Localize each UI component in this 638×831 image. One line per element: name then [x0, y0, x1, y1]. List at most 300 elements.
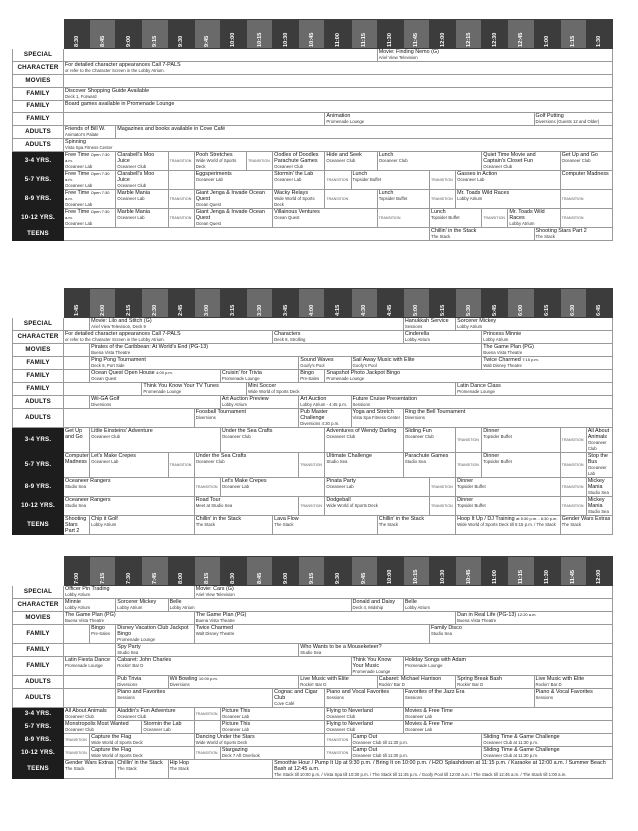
time-label: 8:45 — [256, 572, 263, 584]
event-location: Wide World of Sports Deck — [274, 196, 315, 207]
event-cell — [116, 676, 168, 689]
event-location: Lobby Atrium — [65, 592, 91, 597]
event-location: Lobby Atrium — [404, 605, 430, 610]
transition-cell — [456, 453, 482, 478]
time-label: 4:30 — [361, 304, 368, 316]
event-cell — [246, 383, 455, 396]
event-cell — [194, 721, 220, 734]
event-cell — [116, 171, 168, 190]
time-slot — [482, 289, 508, 318]
event-cell — [534, 676, 612, 689]
event-title: Twice Charmed — [195, 625, 234, 631]
event-location: or refer to the Character Screen in the Lobby Atrium. — [65, 337, 165, 342]
event-cell — [586, 453, 612, 478]
time-slot — [429, 20, 455, 49]
event-location: Oceaneer Club — [117, 164, 147, 169]
event-title: Chillin' in the Stack — [378, 516, 425, 522]
event-title: Sound Waves — [300, 357, 334, 363]
transition-cell — [560, 478, 586, 497]
event-cell — [403, 318, 455, 331]
time-slot — [273, 20, 299, 49]
event-cell — [429, 625, 612, 644]
event-title: All About Animals — [587, 428, 610, 440]
time-label: 7:45 — [151, 572, 158, 584]
row-category-label: 3-4 YRS. — [13, 428, 64, 453]
transition-label: TRANSITION — [561, 462, 584, 467]
event-cell — [116, 599, 168, 612]
event-cell — [116, 152, 168, 171]
time-slot — [90, 20, 116, 49]
event-location: The Stack — [117, 766, 137, 771]
event-location: Walt Disney Theatre — [195, 631, 235, 636]
event-cell — [194, 586, 612, 599]
event-location: Oceaneer Lab — [195, 177, 223, 182]
time-slot — [299, 557, 325, 586]
time-slot — [586, 557, 612, 586]
event-cell — [116, 625, 194, 644]
event-title: Road Tour — [195, 497, 221, 503]
schedule-row — [13, 331, 613, 344]
event-title: Clarabell's Moo Juice — [117, 152, 155, 164]
time-slot — [194, 20, 220, 49]
time-label: 10:45 — [465, 569, 472, 584]
event-cell — [142, 383, 247, 396]
event-location: Studio Sea — [404, 459, 426, 464]
time-label: 5:45 — [491, 304, 498, 316]
event-cell — [64, 599, 116, 612]
event-cell — [220, 721, 325, 734]
event-title: Stop the Bus — [587, 453, 608, 465]
event-title: Belle — [404, 599, 417, 605]
event-title: Free Time — [65, 209, 90, 215]
time-label: 7:15 — [99, 572, 106, 584]
event-location: Sessions — [352, 402, 370, 407]
schedule-row — [13, 428, 613, 453]
time-label: 10:15 — [413, 569, 420, 584]
event-location: Diversions — [404, 415, 425, 420]
schedule-row — [13, 734, 613, 747]
time-slot — [377, 20, 403, 49]
event-title: Snapshot Photo Jackpot Bingo — [326, 370, 401, 376]
schedule-row — [13, 409, 613, 428]
event-location: Lobby Atrium — [483, 337, 509, 342]
event-title: Lunch — [430, 209, 446, 215]
event-title: Dinner — [457, 478, 473, 484]
event-title: Get Up and Go — [561, 152, 598, 158]
transition-cell — [194, 708, 220, 721]
event-cell — [403, 689, 534, 708]
event-location: Oceaneer Club — [326, 714, 356, 719]
transition-cell — [325, 747, 351, 760]
transition-label: TRANSITION — [169, 196, 192, 201]
event-location: Diversions — [117, 682, 138, 687]
event-location: Vista Spa Fitness Center — [65, 145, 113, 150]
event-title: Hanukkah Service — [404, 318, 449, 324]
event-location: Oceaneer Lab — [404, 727, 433, 732]
event-title: Pub Trivia — [117, 676, 142, 682]
row-category-label: SPECIAL — [13, 586, 64, 599]
event-cell — [482, 357, 613, 370]
time-slot — [194, 289, 220, 318]
event-cell — [64, 625, 90, 644]
time-label: 9:15 — [151, 35, 158, 47]
event-location: Ariel View Television, Deck 9 — [91, 324, 146, 329]
event-cell — [351, 734, 482, 747]
event-cell — [325, 497, 430, 516]
time-slot — [220, 289, 246, 318]
event-location: The Stack — [195, 522, 216, 527]
row-category-label: CHARACTER — [13, 599, 64, 612]
event-title: Clarabell's Moo Juice — [117, 171, 155, 183]
event-cell — [456, 383, 613, 396]
event-title: Free Time — [65, 152, 90, 158]
event-title: Under the Sea Crafts — [221, 428, 273, 434]
event-cell — [325, 453, 403, 478]
event-location: Studio Sea — [65, 503, 87, 508]
time-label: 8:00 — [178, 572, 185, 584]
event-title: Capture the Flag — [91, 734, 132, 740]
schedule-row — [13, 318, 613, 331]
transition-cell — [194, 478, 220, 497]
event-title: Oceaneer Rangers — [65, 478, 111, 484]
transition-label: TRANSITION — [195, 484, 218, 489]
event-cell — [142, 721, 194, 734]
event-location: Promenade Lounge — [326, 376, 365, 381]
transition-cell — [429, 478, 455, 497]
schedule-row — [13, 209, 613, 228]
event-title: Spring Break Bash — [457, 676, 503, 682]
time-label: 6:30 — [570, 304, 577, 316]
schedule-row — [13, 370, 613, 383]
event-cell — [403, 453, 455, 478]
time-slot — [351, 289, 377, 318]
event-location: Promenade Lounge — [326, 119, 365, 124]
time-slot — [560, 289, 586, 318]
event-location: The Stack — [430, 234, 451, 239]
transition-label: TRANSITION — [561, 437, 584, 442]
time-slot — [64, 20, 90, 49]
event-cell — [299, 370, 325, 383]
event-title: Movies & Free Time — [404, 708, 453, 714]
event-title: Oodles of Doodles Parachute Games — [274, 152, 319, 164]
event-title: Think You Know Your TV Tunes — [143, 383, 219, 389]
schedule-row — [13, 190, 613, 209]
event-title: Hoop It Up / DJ Training — [457, 516, 515, 522]
event-title: Villainous Ventures — [274, 209, 320, 215]
event-title: Chillin' in the Stack — [430, 228, 477, 234]
event-cell — [64, 318, 90, 331]
event-location: Buena Vista Theatre — [483, 350, 523, 355]
event-title: Movie: Lilo and Stitch (G) — [91, 318, 152, 324]
time-label: 6:15 — [544, 304, 551, 316]
event-location: Oceaneer Lab — [65, 202, 93, 207]
event-cell — [220, 428, 325, 453]
event-location: Promenade Lounge — [143, 389, 182, 394]
row-category-label: FAMILY — [13, 370, 64, 383]
row-category-label: MOVIES — [13, 344, 64, 357]
event-title: Smoothie Hour / Pump It Up at 9:30 p.m. / Bring It on 10:00 p.m. / H2O Splashdown at 11:15 p.m. / Karaoke at 12:00 a.m. / Summer Beach Bash at 12:45 a.m. — [274, 760, 606, 772]
event-cell — [64, 644, 116, 657]
event-location: Oceaneer Lab — [221, 727, 250, 732]
event-cell — [482, 453, 560, 478]
time-slot — [429, 557, 455, 586]
event-cell — [64, 228, 430, 241]
event-location: Promenade Lounge — [404, 663, 443, 668]
transition-label: TRANSITION — [195, 750, 218, 755]
event-location: Ocean Quest — [195, 202, 222, 207]
event-title: Pinata Party — [326, 478, 356, 484]
event-cell — [168, 171, 194, 190]
time-label: 11:00 — [491, 570, 498, 584]
event-location: Oceaneer Club — [326, 727, 356, 732]
time-slot — [482, 557, 508, 586]
event-time-note: Open 7:30 a.m. — [65, 152, 110, 163]
event-location: The Stack — [535, 234, 555, 239]
event-cell — [299, 644, 613, 657]
event-title: Who Wants to be a Mouseketeer? — [300, 644, 382, 650]
event-cell — [64, 139, 613, 152]
schedule-row — [13, 453, 613, 478]
event-cell — [90, 318, 404, 331]
time-slot — [64, 289, 90, 318]
row-category-label: ADULTS — [13, 126, 64, 139]
event-title: Under the Sea Crafts — [195, 453, 247, 459]
row-category-label: MOVIES — [13, 75, 64, 88]
event-cell — [325, 478, 430, 497]
time-slot — [142, 20, 168, 49]
transition-label: TRANSITION — [326, 196, 349, 201]
event-cell — [194, 152, 246, 171]
event-title: Stargazing — [221, 747, 248, 753]
event-location: Studio Sea — [587, 509, 609, 514]
event-title: Mr. Toads Wild Races — [457, 190, 510, 196]
event-title: For detailed character appearances Call 7-PALS — [65, 331, 181, 337]
time-slot — [534, 289, 560, 318]
event-cell — [273, 760, 613, 779]
event-location: Topsider Buffet — [457, 503, 486, 508]
event-title: Camp Out — [352, 747, 378, 753]
event-cell — [64, 383, 142, 396]
event-location: Oceaneer Lab — [221, 484, 250, 489]
event-cell — [299, 409, 351, 428]
row-category-label: FAMILY — [13, 113, 64, 126]
event-cell — [64, 331, 273, 344]
event-title: Giant Jenga & Invade Ocean Quest — [195, 190, 265, 202]
transition-label: TRANSITION — [65, 737, 87, 742]
row-category-label: 8-9 YRS. — [13, 734, 64, 747]
schedule-block-evening — [12, 556, 613, 779]
transition-label: TRANSITION — [326, 750, 349, 755]
time-header-corner — [13, 289, 64, 318]
row-category-label: FAMILY — [13, 625, 64, 644]
event-location: or refer to the Character Screen in the Lobby Atrium. — [65, 68, 165, 73]
event-title: Let's Make Crepes — [91, 453, 136, 459]
event-location: Oceaneer Lab — [457, 177, 485, 182]
event-cell — [456, 612, 613, 625]
event-cell — [194, 625, 429, 644]
event-cell — [220, 747, 325, 760]
event-cell — [456, 516, 561, 535]
time-slot — [377, 557, 403, 586]
event-cell — [534, 689, 612, 708]
schedule-row — [13, 657, 613, 676]
time-slot — [325, 289, 351, 318]
transition-cell — [168, 190, 194, 209]
event-cell — [64, 209, 116, 228]
event-cell — [64, 453, 90, 478]
event-title: Sail Away Music with Elite — [352, 357, 415, 363]
event-title: Live Music with Elite — [300, 676, 349, 682]
event-title: Twice Charmed — [483, 357, 521, 363]
time-label: 8:45 — [99, 35, 106, 47]
event-cell — [586, 497, 612, 516]
event-title: Dinner — [483, 428, 500, 434]
event-title: Cinderella — [404, 331, 430, 337]
event-title: Disney Vacation Club Jackpot Bingo — [117, 625, 189, 637]
event-location: Oceaneer Club — [378, 158, 408, 163]
event-title: Gender Wars Extras — [561, 516, 611, 522]
event-location: Lobby Atrium — [117, 605, 143, 610]
event-title: Family Disco — [430, 625, 462, 631]
event-title: Lunch — [378, 152, 394, 158]
transition-cell — [325, 171, 351, 190]
row-category-label: 5-7 YRS. — [13, 721, 64, 734]
row-category-label: 3-4 YRS. — [13, 152, 64, 171]
event-time-note: Open 7:30 a.m. — [65, 171, 110, 182]
event-cell — [403, 409, 612, 428]
time-slot — [299, 289, 325, 318]
time-label: 9:00 — [282, 572, 289, 584]
event-title: Ultimate Challenge — [326, 453, 372, 459]
event-title: Wii Bowling — [169, 676, 198, 682]
event-title: Pirates of the Caribbean: At World's End (PG-13) — [91, 344, 209, 350]
time-label: 11:15 — [517, 570, 524, 584]
time-header-row — [13, 20, 613, 49]
time-slot — [456, 557, 482, 586]
row-category-label: 10-12 YRS. — [13, 209, 64, 228]
event-location: Oceaneer Club — [117, 714, 147, 719]
row-category-label: FAMILY — [13, 383, 64, 396]
event-time-note: 10:00 p.m. — [198, 676, 218, 681]
event-title: Flying to Neverland — [326, 708, 373, 714]
event-title: Dinner — [483, 453, 500, 459]
event-location: Oceaneer Club — [404, 434, 434, 439]
time-label: 1:30 — [596, 35, 603, 47]
event-title: Dinner — [457, 497, 473, 503]
event-cell — [194, 516, 272, 535]
event-location: Wide World of Sports Deck — [195, 158, 237, 169]
row-category-label: FAMILY — [13, 657, 64, 676]
event-cell — [325, 152, 377, 171]
event-location: Diversions — [91, 402, 112, 407]
time-label: 10:30 — [282, 32, 289, 47]
time-label: 3:15 — [230, 304, 237, 316]
time-slot — [508, 289, 534, 318]
transition-cell — [456, 428, 482, 453]
event-title: Camp Out — [352, 734, 378, 740]
event-location: Studio Sea — [300, 650, 322, 655]
schedule-row — [13, 644, 613, 657]
time-label: 10:00 — [387, 569, 394, 584]
event-location: Rockin' Bar D — [535, 682, 562, 687]
event-title: Little Einsteins' Adventure — [91, 428, 153, 434]
event-cell — [220, 370, 298, 383]
time-label: 6:45 — [596, 304, 603, 316]
time-slot — [325, 20, 351, 49]
event-cell — [351, 357, 482, 370]
event-cell — [273, 152, 325, 171]
event-title: Wacky Relays — [274, 190, 309, 196]
event-location: Meet at Studio Sea — [195, 503, 233, 508]
event-title: Princess Minnie — [483, 331, 522, 337]
event-cell — [64, 49, 378, 62]
event-title: Sorcerer Mickey — [457, 318, 497, 324]
transition-label: TRANSITION — [195, 711, 218, 716]
schedule-row — [13, 396, 613, 409]
event-location: The Stack till 10:00 p.m. / Vista Spa till 10:30 p.m. / The Stack till 11:45 p.m. / Goofy Pool till 12:00 a.m. / The Stack till 12:45 a.m. / The Stack till 1:00 a.m. — [274, 772, 567, 777]
event-location: Rockin' Bar D — [457, 682, 484, 687]
time-slot — [403, 20, 429, 49]
event-time-note: at 5:30 p.m. - 6:30 p.m. — [516, 516, 558, 521]
time-label: 11:45 — [570, 570, 577, 584]
row-category-label: FAMILY — [13, 100, 64, 113]
schedule-row — [13, 62, 613, 75]
transition-cell — [299, 453, 325, 478]
schedule-row — [13, 721, 613, 734]
transition-label: TRANSITION — [326, 177, 349, 182]
event-location: Lobby Atrium — [509, 221, 535, 226]
schedule-row — [13, 383, 613, 396]
event-cell — [377, 49, 612, 62]
event-title: Dodgeball — [326, 497, 351, 503]
time-label: 9:00 — [125, 35, 132, 47]
event-location: Oceaneer Lab — [65, 183, 93, 188]
event-title: Spinning — [65, 139, 86, 145]
event-title: Donald and Daisy — [352, 599, 396, 605]
event-cell — [64, 100, 613, 113]
schedule-row — [13, 747, 613, 760]
event-cell — [325, 370, 613, 383]
time-slot — [377, 289, 403, 318]
event-location: Oceaneer Lab — [65, 221, 93, 226]
event-cell — [194, 171, 272, 190]
time-slot — [142, 557, 168, 586]
time-label: 11:15 — [361, 33, 368, 47]
event-cell — [64, 357, 90, 370]
time-header-row — [13, 557, 613, 586]
schedule-row — [13, 586, 613, 599]
event-title: Bingo — [91, 625, 105, 631]
event-location: Deck 7 Aft Overlook — [221, 753, 260, 758]
event-title: Cruisin' for Trivia — [221, 370, 262, 376]
event-location: Oceaneer Club — [117, 183, 147, 188]
event-cell — [90, 396, 221, 409]
time-slot — [403, 289, 429, 318]
time-label: 10:00 — [230, 32, 237, 47]
event-location: Buena Vista Theatre — [91, 350, 131, 355]
event-title: Think You Know Your Music — [352, 657, 392, 669]
event-title: Ring the Bell Tournament — [404, 409, 466, 415]
event-location: The Stack — [378, 522, 399, 527]
schedule-block-afternoon — [12, 288, 613, 535]
event-cell — [325, 428, 403, 453]
transition-label: TRANSITION — [430, 177, 453, 182]
event-title: Oceaneer Rangers — [65, 497, 111, 503]
time-label: 6:00 — [517, 304, 524, 316]
event-location: Topsider Buffet — [483, 434, 512, 439]
event-title: Board games available in Promenade Lounge — [65, 100, 175, 107]
event-location: Ariel View Television — [195, 592, 235, 597]
